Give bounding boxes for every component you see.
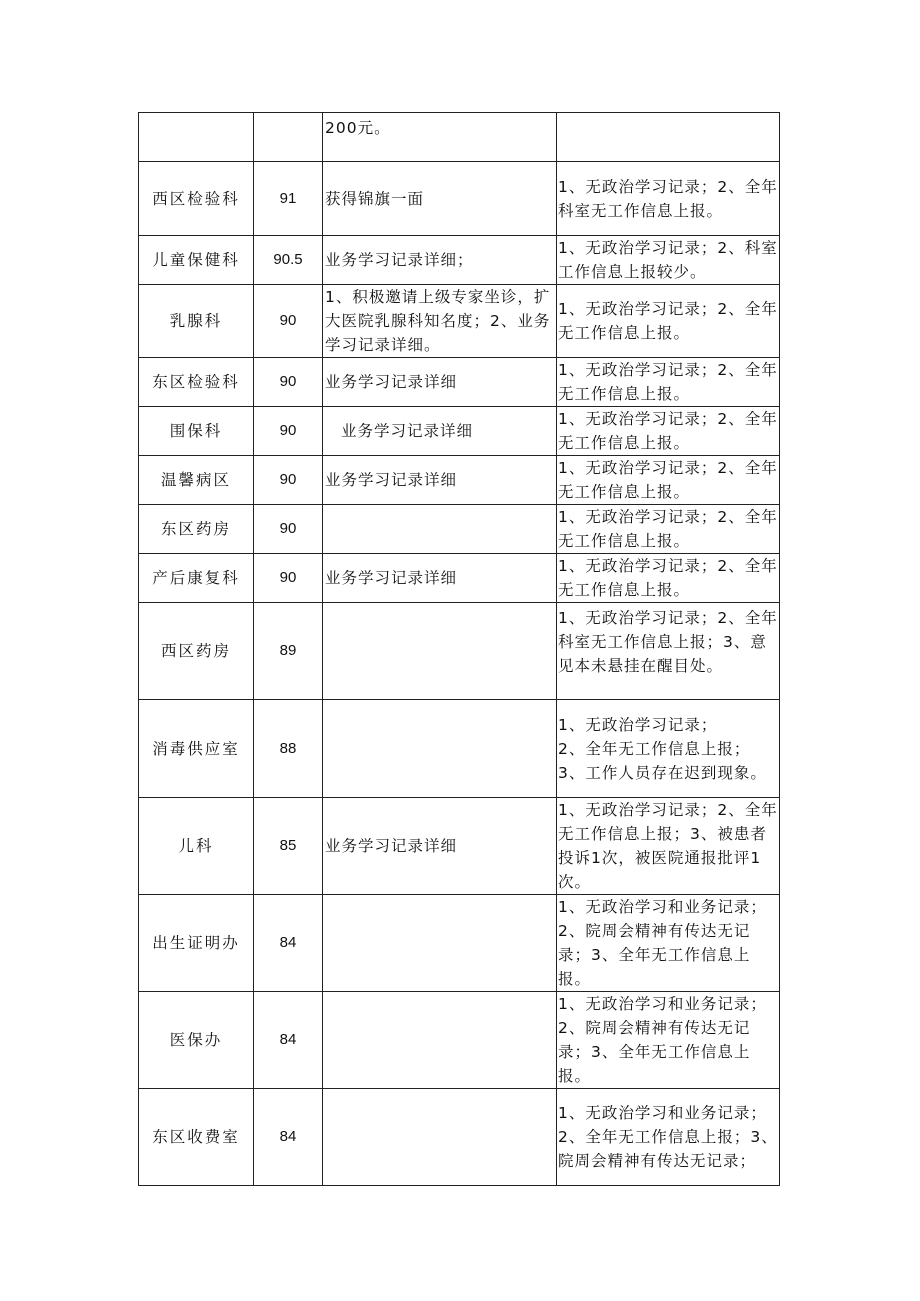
table-row xyxy=(139,603,780,700)
table-row xyxy=(139,505,780,554)
highlights-cell: 业务学习记录详细； xyxy=(323,236,557,285)
highlights-cell: 业务学习记录详细 xyxy=(323,798,557,895)
highlights-cell xyxy=(323,895,557,992)
dept-cell: 东区检验科 xyxy=(139,358,254,407)
dept-cell: 西区药房 xyxy=(139,603,254,700)
table-row xyxy=(139,456,780,505)
highlights-cell xyxy=(323,603,557,700)
highlights-cell: 业务学习记录详细 xyxy=(323,407,557,456)
table-row xyxy=(139,113,780,162)
dept-cell xyxy=(139,113,254,162)
table-row xyxy=(139,285,780,358)
highlights-cell: 200元。 xyxy=(323,113,557,162)
table-row xyxy=(139,407,780,456)
problems-cell: 1、无政治学习记录；2、全年科室无工作信息上报；3、意见本未悬挂在醒目处。 xyxy=(557,603,780,700)
problems-cell: 1、无政治学习记录；2、全年无工作信息上报。 xyxy=(557,554,780,603)
dept-cell: 围保科 xyxy=(139,407,254,456)
score-cell: 88 xyxy=(254,700,323,798)
dept-cell: 儿童保健科 xyxy=(139,236,254,285)
problems-cell: 1、无政治学习记录；2、全年无工作信息上报。 xyxy=(557,505,780,554)
score-cell: 89 xyxy=(254,603,323,700)
problems-cell: 1、无政治学习记录；2、全年无工作信息上报。 xyxy=(557,358,780,407)
highlights-cell: 业务学习记录详细 xyxy=(323,358,557,407)
highlights-cell: 业务学习记录详细 xyxy=(323,554,557,603)
highlights-cell xyxy=(323,1089,557,1186)
score-cell: 84 xyxy=(254,992,323,1089)
highlights-cell: 业务学习记录详细 xyxy=(323,456,557,505)
dept-cell: 儿科 xyxy=(139,798,254,895)
problems-cell: 1、无政治学习记录；2、全年无工作信息上报。 xyxy=(557,285,780,358)
problems-cell: 1、无政治学习记录；2、全年无工作信息上报。 xyxy=(557,456,780,505)
table-row xyxy=(139,236,780,285)
score-cell: 90 xyxy=(254,456,323,505)
score-cell: 90 xyxy=(254,285,323,358)
table-row xyxy=(139,554,780,603)
highlights-cell: 获得锦旗一面 xyxy=(323,162,557,236)
score-cell: 84 xyxy=(254,895,323,992)
highlights-cell xyxy=(323,700,557,798)
evaluation-table xyxy=(138,112,780,1186)
score-cell xyxy=(254,113,323,162)
problems-cell: 1、无政治学习记录；2、科室工作信息上报较少。 xyxy=(557,236,780,285)
highlights-cell xyxy=(323,505,557,554)
table-row xyxy=(139,992,780,1089)
score-cell: 85 xyxy=(254,798,323,895)
highlights-cell xyxy=(323,992,557,1089)
table-row xyxy=(139,358,780,407)
score-cell: 90 xyxy=(254,407,323,456)
dept-cell: 乳腺科 xyxy=(139,285,254,358)
dept-cell: 东区药房 xyxy=(139,505,254,554)
score-cell: 91 xyxy=(254,162,323,236)
problems-cell: 1、无政治学习记录；2、全年科室无工作信息上报。 xyxy=(557,162,780,236)
problems-cell: 1、无政治学习和业务记录；2、全年无工作信息上报；3、院周会精神有传达无记录； xyxy=(557,1089,780,1186)
dept-cell: 温馨病区 xyxy=(139,456,254,505)
problems-cell xyxy=(557,113,780,162)
table-row xyxy=(139,162,780,236)
score-cell: 90 xyxy=(254,554,323,603)
score-cell: 90 xyxy=(254,505,323,554)
table-row xyxy=(139,1089,780,1186)
dept-cell: 出生证明办 xyxy=(139,895,254,992)
dept-cell: 消毒供应室 xyxy=(139,700,254,798)
problems-cell: 1、无政治学习记录；2、全年无工作信息上报。 xyxy=(557,407,780,456)
dept-cell: 西区检验科 xyxy=(139,162,254,236)
score-cell: 90.5 xyxy=(254,236,323,285)
problems-cell: 1、无政治学习和业务记录；2、院周会精神有传达无记录；3、全年无工作信息上报。 xyxy=(557,895,780,992)
problems-cell: 1、无政治学习和业务记录；2、院周会精神有传达无记录；3、全年无工作信息上报。 xyxy=(557,992,780,1089)
table-row xyxy=(139,798,780,895)
problems-cell: 1、无政治学习记录；2、全年无工作信息上报；3、被患者投诉1次，被医院通报批评1次。 xyxy=(557,798,780,895)
dept-cell: 产后康复科 xyxy=(139,554,254,603)
highlights-cell: 1、积极邀请上级专家坐诊，扩大医院乳腺科知名度；2、业务学习记录详细。 xyxy=(323,285,557,358)
score-cell: 84 xyxy=(254,1089,323,1186)
score-cell: 90 xyxy=(254,358,323,407)
dept-cell: 医保办 xyxy=(139,992,254,1089)
dept-cell: 东区收费室 xyxy=(139,1089,254,1186)
table-row xyxy=(139,895,780,992)
problems-cell: 1、无政治学习记录； 2、全年无工作信息上报； 3、工作人员存在迟到现象。 xyxy=(557,700,780,798)
table-row xyxy=(139,700,780,798)
